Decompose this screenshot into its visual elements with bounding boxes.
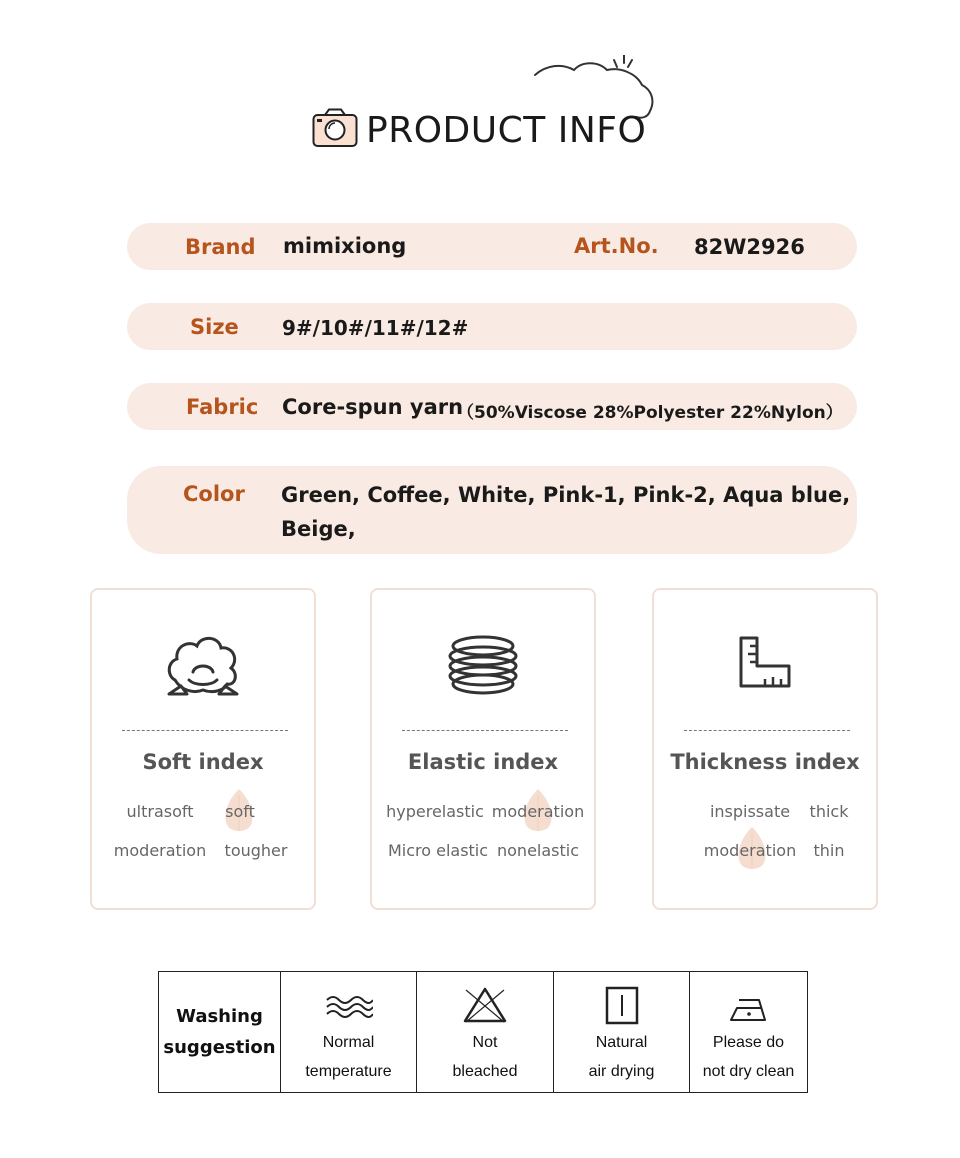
washing-item-line-2: air drying — [588, 1063, 655, 1080]
fabric-detail: （50%Viscose 28%Polyester 22%Nylon） — [457, 403, 843, 423]
fabric-label: Fabric — [186, 395, 259, 419]
washing-item-line-2: bleached — [452, 1063, 518, 1080]
soft-index-title: Soft index — [142, 750, 264, 774]
washing-item-line-2: not dry clean — [702, 1063, 795, 1080]
ruler-icon — [737, 634, 793, 690]
washing-label-line-2: suggestion — [163, 1037, 276, 1058]
color-line-1: Green, Coffee, White, Pink-1, Pink-2, Aqua blue, — [281, 483, 851, 507]
washing-item-not-dry-clean — [689, 972, 807, 1092]
soft-index-card — [90, 588, 316, 910]
washing-item-line-1: Normal — [322, 1034, 375, 1051]
washing-item-line-1: Natural — [595, 1034, 648, 1051]
fabric-row — [127, 383, 857, 430]
divider — [122, 730, 288, 731]
camera-icon — [312, 108, 358, 148]
washing-item-not-bleached — [416, 972, 553, 1092]
size-row — [127, 303, 857, 350]
option-moderation: moderation — [703, 841, 797, 860]
artno-label: Art.No. — [574, 234, 659, 258]
divider — [402, 730, 568, 731]
size-label: Size — [190, 315, 239, 339]
no-bleach-icon — [462, 986, 508, 1024]
washing-item-line-1: Please do — [712, 1034, 785, 1051]
thickness-index-title: Thickness index — [670, 750, 860, 774]
option-tougher: tougher — [224, 841, 288, 860]
iron-icon — [727, 992, 771, 1026]
brand-row — [127, 223, 857, 270]
option-ultrasoft: ultrasoft — [126, 802, 194, 821]
brand-value: mimixiong — [283, 234, 407, 258]
washing-item-line-2: temperature — [305, 1063, 392, 1080]
washing-label-line-1: Washing — [176, 1006, 263, 1027]
color-row — [127, 466, 857, 554]
option-moderation: moderation — [491, 802, 585, 821]
cotton-icon — [165, 632, 241, 700]
coil-spring-icon — [447, 632, 519, 698]
option-nonelastic: nonelastic — [496, 841, 580, 860]
fabric-value: Core-spun yarn — [282, 395, 464, 419]
elastic-index-title: Elastic index — [407, 750, 559, 774]
option-thin: thin — [813, 841, 845, 860]
washing-suggestion-table — [158, 971, 808, 1093]
thickness-index-card — [652, 588, 878, 910]
option-hyperelastic: hyperelastic — [386, 802, 484, 821]
option-thick: thick — [809, 802, 849, 821]
divider — [684, 730, 850, 731]
color-line-2: Beige, — [281, 517, 356, 541]
water-temperature-icon — [325, 992, 373, 1022]
elastic-index-card — [370, 588, 596, 910]
color-label: Color — [183, 482, 245, 506]
washing-item-natural-air-drying — [553, 972, 689, 1092]
option-inspissate: inspissate — [709, 802, 791, 821]
option-moderation: moderation — [113, 841, 207, 860]
washing-label-cell — [159, 972, 280, 1092]
option-micro-elastic: Micro elastic — [387, 841, 489, 860]
hang-dry-icon — [605, 986, 639, 1026]
brand-label: Brand — [185, 235, 256, 259]
size-value: 9#/10#/11#/12# — [282, 316, 469, 340]
option-soft: soft — [225, 802, 255, 821]
page-title: PRODUCT INFO — [366, 110, 647, 151]
page-header — [312, 55, 672, 165]
washing-item-normal-temperature — [280, 972, 416, 1092]
washing-item-line-1: Not — [472, 1034, 498, 1051]
artno-value: 82W2926 — [694, 235, 805, 259]
